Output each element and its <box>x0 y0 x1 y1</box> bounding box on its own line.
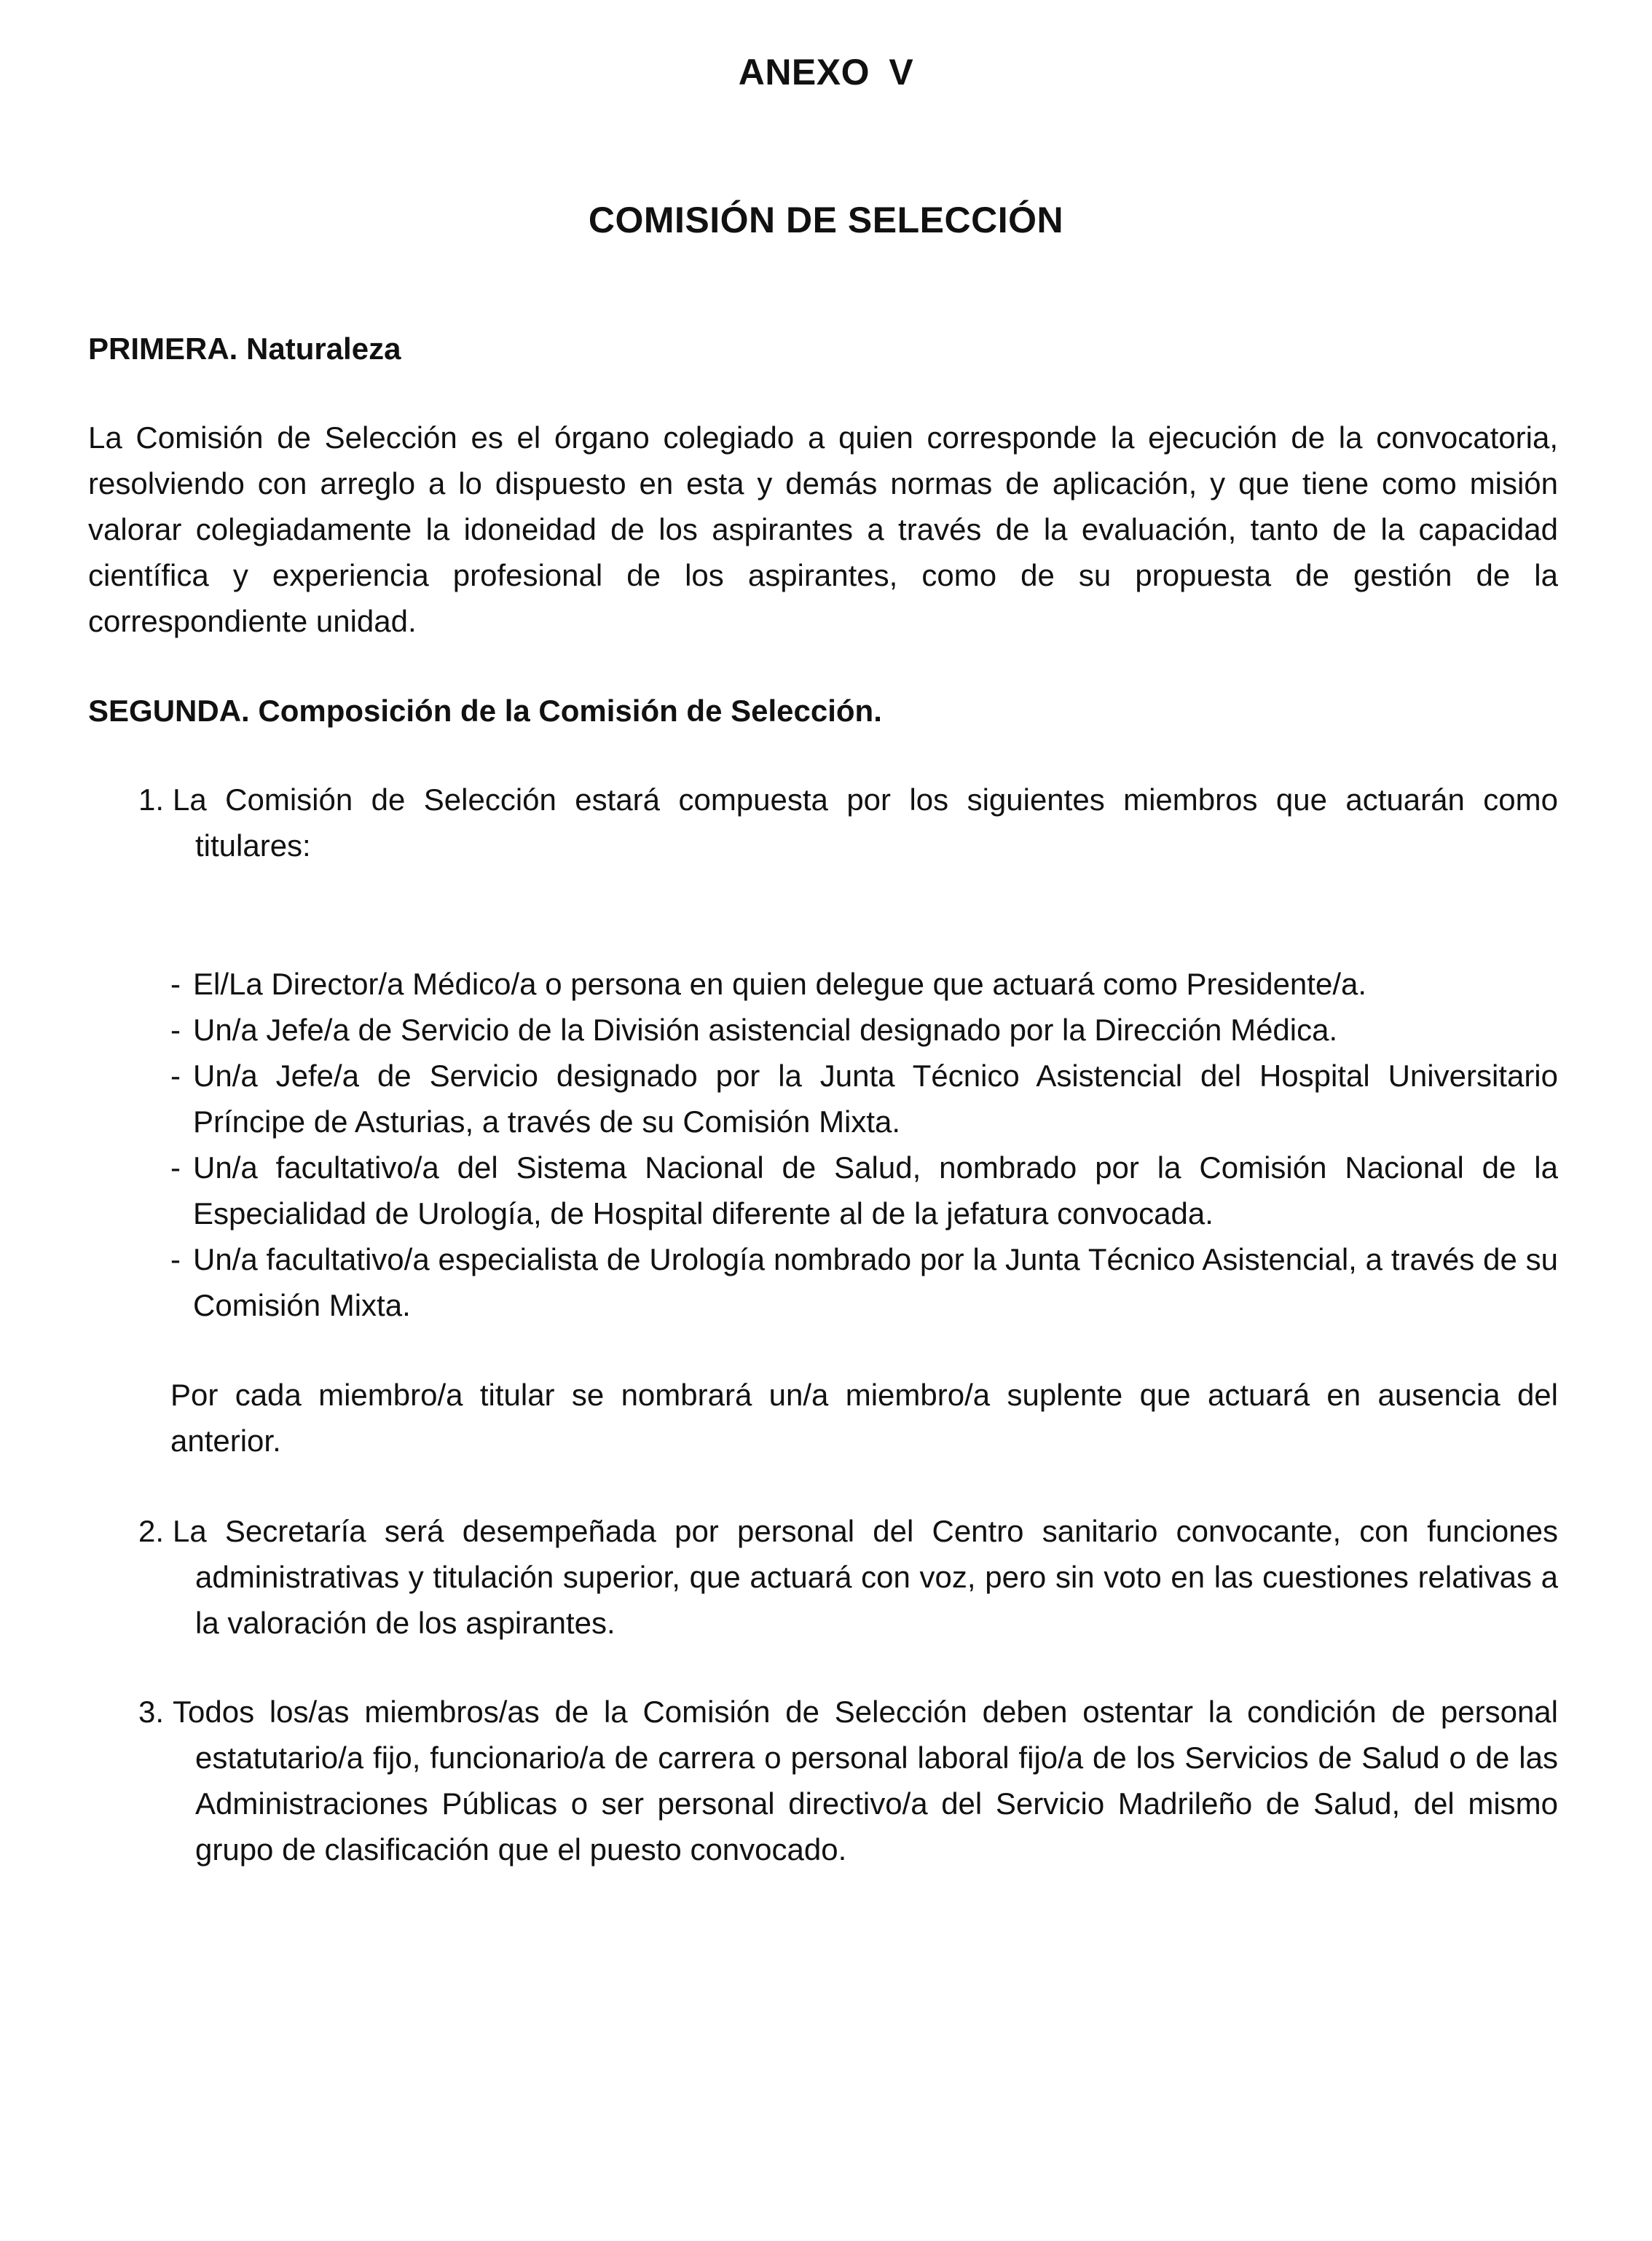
list-item <box>170 1145 1558 1236</box>
item-text: La Secretaría será desempeñada por personal del Centro sanitario convocante, con funciones administrativas y titulación superior, que actuará con voz, pero sin voto en las cuestiones relativas a la valoración de los aspirantes. <box>173 1514 1558 1640</box>
annex-title: ANEXO V <box>738 52 914 93</box>
section-segunda-heading <box>88 688 1558 734</box>
member-text: Un/a Jefe/a de Servicio de la División asistencial designado por la Dirección Médica. <box>193 1013 1338 1047</box>
bullet-dash: - <box>170 1013 181 1047</box>
main-title: COMISIÓN DE SELECCIÓN <box>588 200 1064 240</box>
list-item <box>170 1236 1558 1328</box>
heading-text: PRIMERA. Naturaleza <box>88 331 401 366</box>
section-primera-body <box>88 415 1558 644</box>
bullet-dash: - <box>170 1150 181 1185</box>
member-text: El/La Director/a Médico/a o persona en quien delegue que actuará como Presidente/a. <box>193 967 1367 1001</box>
members-list <box>170 961 1558 1328</box>
bullet-dash: - <box>170 1242 181 1276</box>
section-primera-heading <box>88 326 1558 372</box>
list-item <box>170 1053 1558 1145</box>
member-text: Un/a facultativo/a especialista de Urología nombrado por la Junta Técnico Asistencial, a través de su Comisión Mixta. <box>193 1242 1558 1322</box>
item-number: 3. <box>138 1695 165 1729</box>
list-item <box>170 961 1558 1007</box>
item-text: Todos los/as miembros/as de la Comisión de Selección deben ostentar la condición de personal estatutario/a fijo, funcionario/a de carrera o personal laboral fijo/a de los Servicios de Salud o de las Administraciones Públicas o ser personal directivo/a del Servicio Madrileño de Salud, del mismo grupo de clasificación que el puesto convocado. <box>173 1695 1558 1867</box>
numbered-item-2 <box>138 1508 1558 1646</box>
item-number: 2. <box>138 1514 165 1548</box>
paragraph: La Comisión de Selección es el órgano colegiado a quien corresponde la ejecución de la convocatoria, resolviendo con arreglo a lo dispuesto en esta y demás normas de aplicación, y que tiene como misión valorar colegiadamente la idoneidad de los aspirantes a través de la evaluación, tanto de la capacidad científica y experiencia profesional de los aspirantes, como de su propuesta de gestión de la correspondiente unidad. <box>88 420 1558 638</box>
list-item <box>170 1007 1558 1053</box>
bullet-dash: - <box>170 967 181 1001</box>
bullet-dash: - <box>170 1059 181 1093</box>
heading-text: SEGUNDA. Composición de la Comisión de Selección. <box>88 694 882 728</box>
member-text: Un/a facultativo/a del Sistema Nacional de Salud, nombrado por la Comisión Nacional de la Especialidad de Urología, de Hospital diferente al de la jefatura convocada. <box>193 1150 1558 1231</box>
numbered-item-3 <box>138 1689 1558 1872</box>
suplente-note: Por cada miembro/a titular se nombrará un/a miembro/a suplente que actuará en ausencia del anterior. <box>170 1378 1558 1458</box>
member-text: Un/a Jefe/a de Servicio designado por la Junta Técnico Asistencial del Hospital Universitario Príncipe de Asturias, a través de su Comisión Mixta. <box>193 1059 1558 1139</box>
numbered-item-1 <box>138 777 1558 868</box>
item-text: La Comisión de Selección estará compuesta por los siguientes miembros que actuarán como titulares: <box>173 782 1558 863</box>
item-number: 1. <box>138 782 165 817</box>
